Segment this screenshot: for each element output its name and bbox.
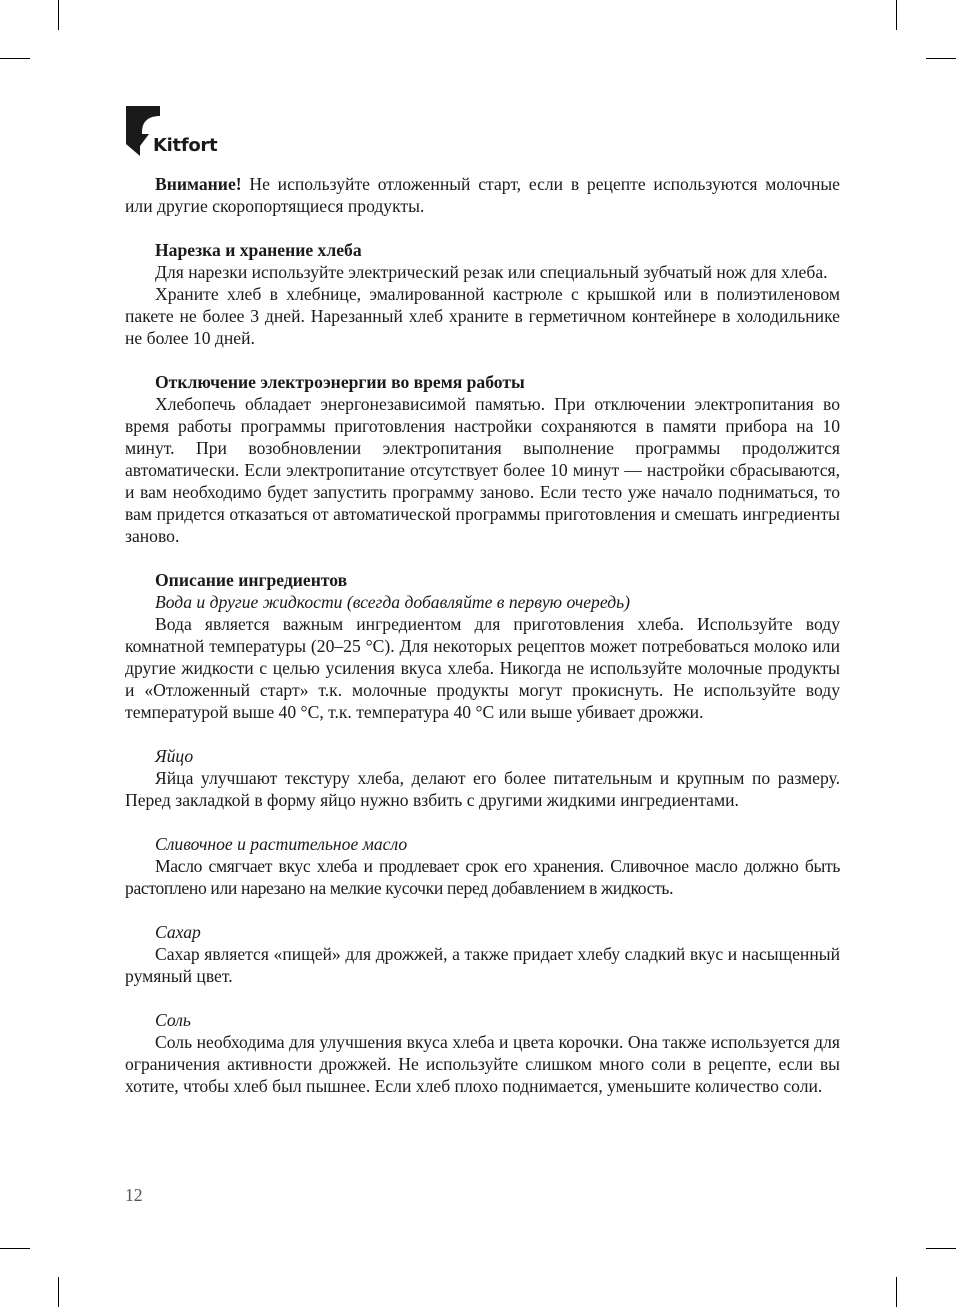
sugar-paragraph: Сахар является «пищей» для дрожжей, а также придает хлебу сладкий вкус и насыщенный румяный цвет. <box>125 944 840 986</box>
warning-lead: Внимание! <box>155 174 242 194</box>
butter-paragraph: Масло смягчает вкус хлеба и продлевает срок его хранения. Сливочное масло должно быть растоплено или нарезано на мелкие кусочки перед добавлением в жидкость. <box>125 856 840 898</box>
salt-subtitle: Соль <box>155 1010 191 1030</box>
crop-mark <box>58 0 59 30</box>
sugar-subtitle: Сахар <box>155 922 201 942</box>
manual-page-content <box>125 173 840 1097</box>
crop-mark <box>58 1277 59 1307</box>
salt-paragraph: Соль необходима для улучшения вкуса хлеба и цвета корочки. Она также используется для ограничения активности дрожжей. Не используйте слишком много соли в рецепте, если вы хотите, чтобы хлеб был пышнее. Если хлеб плохо поднимается, уменьшите количество соли. <box>125 1032 840 1096</box>
section-title-slicing: Нарезка и хранение хлеба <box>155 240 362 260</box>
slicing-paragraph-2: Храните хлеб в хлебнице, эмалированной кастрюле с крышкой или в полиэтиленовом пакете не более 3 дней. Нарезанный хлеб храните в герметичном контейнере в холодильнике не более 10 дней. <box>125 284 840 348</box>
water-subtitle: Вода и другие жидкости (всегда добавляйте в первую очередь) <box>155 592 630 612</box>
slicing-paragraph-1: Для нарезки используйте электрический резак или специальный зубчатый нож для хлеба. <box>155 262 828 282</box>
power-paragraph: Хлебопечь обладает энергонезависимой памятью. При отключении электропитания во время работы программы приготовления настройки сохраняются в памяти прибора на 10 минут. При возобновлении электропитания выполнение программы продолжится автоматически. Если электропитание отсутствует более 10 минут — настройки сбрасываются, и вам необходимо будет запустить программу заново. Если тесто уже начало подниматься, то вам придется отказаться от автоматической программы приготовления и смешать ингредиенты заново. <box>125 394 840 546</box>
crop-mark <box>896 1277 897 1307</box>
crop-mark <box>926 58 956 59</box>
crop-mark <box>0 1248 30 1249</box>
brand-name: Kitfort <box>153 135 218 156</box>
crop-mark <box>926 1248 956 1249</box>
brand-logo <box>126 106 236 158</box>
egg-paragraph: Яйца улучшают текстуру хлеба, делают его более питательным и крупным по размеру. Перед закладкой в форму яйцо нужно взбить с другими жидкими ингредиентами. <box>125 768 840 810</box>
crop-mark <box>896 0 897 30</box>
water-paragraph: Вода является важным ингредиентом для приготовления хлеба. Используйте воду комнатной температуры (20–25 °C). Для некоторых рецептов может потребоваться молоко или другие жидкости с целью усиления вкуса хлеба. Никогда не используйте молочные продукты и «Отложенный старт» т.к. молочные продукты могут прокиснуть. Не используйте воду температурой выше 40 °C, т.к. температура 40 °C или выше убивает дрожжи. <box>125 614 840 722</box>
crop-mark <box>0 58 30 59</box>
section-title-power: Отключение электроэнергии во время работы <box>155 372 525 392</box>
warning-text: Не используйте отложенный старт, если в рецепте используются молочные или другие скоропортящиеся продукты. <box>125 174 840 216</box>
butter-subtitle: Сливочное и растительное масло <box>155 834 408 854</box>
egg-subtitle: Яйцо <box>155 746 194 766</box>
page-number: 12 <box>125 1185 143 1205</box>
section-title-ingredients: Описание ингредиентов <box>155 570 348 590</box>
warning-paragraph <box>125 173 840 217</box>
